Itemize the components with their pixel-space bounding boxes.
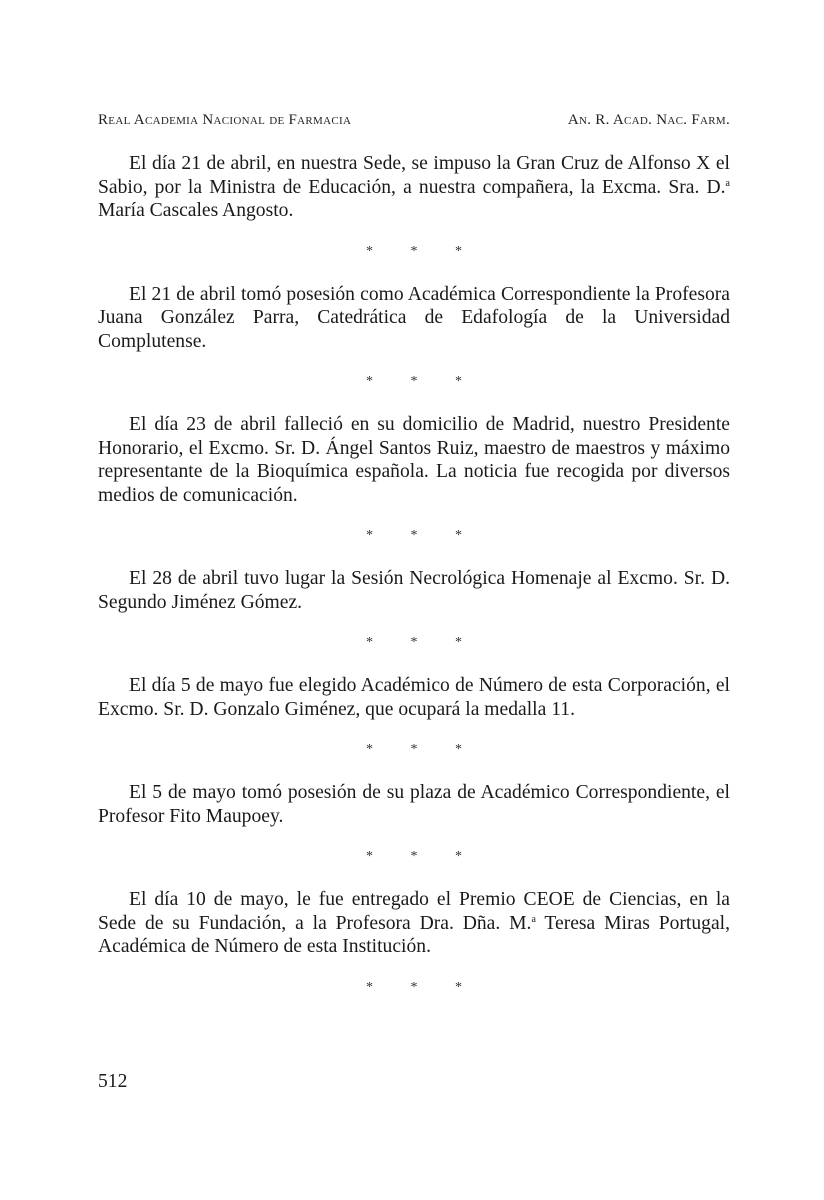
section-separator: * * *	[366, 635, 479, 650]
ordinal-superscript: a	[725, 177, 730, 189]
section-separator: * * *	[366, 243, 479, 259]
news-item	[98, 674, 730, 721]
news-item-text: El día 23 de abril falleció en su domicilio de Madrid, nuestro Presidente Honorario, el Excmo. Sr. D. Ángel Santos Ruiz, maestro de maestros y máximo representante de la Bioquímica española. La noticia fue recogida por diversos medios de comunicación.	[98, 414, 730, 506]
news-item	[98, 781, 730, 828]
news-item-text: El 28 de abril tuvo lugar la Sesión Necrológica Homenaje al Excmo. Sr. D. Segundo Jiménez Gómez.	[98, 568, 730, 613]
news-item	[98, 152, 730, 223]
header-journal-abbreviation: An. R. Acad. Nac. Farm.	[567, 112, 730, 128]
section-separator: * * *	[366, 742, 479, 757]
news-item-text-continued: María Cascales Angosto.	[98, 200, 294, 221]
section-separator: * * *	[366, 528, 479, 543]
news-item	[98, 888, 730, 959]
page-number: 512	[98, 1071, 128, 1092]
ordinal-superscript: a	[531, 913, 536, 925]
news-item-text: El día 10 de mayo, le fue entregado el Premio CEOE de Ciencias, en la Sede de su Fundación, a la Profesora Dra. Dña. M.	[98, 889, 730, 934]
running-header	[98, 112, 730, 129]
section-separator: * * *	[366, 849, 479, 864]
header-journal-institution: Real Academia Nacional de Farmacia	[98, 112, 352, 128]
news-item-text: El día 5 de mayo fue elegido Académico de Número de esta Corporación, el Excmo. Sr. D. Gonzalo Giménez, que ocupará la medalla 11.	[98, 675, 730, 720]
news-item	[98, 413, 730, 507]
section-separator: * * *	[366, 979, 479, 995]
news-body	[98, 152, 730, 1019]
news-item-text-continued: Teresa Miras Portugal, Académica de Número de esta Institución.	[98, 912, 730, 957]
news-item-text: El día 21 de abril, en nuestra Sede, se impuso la Gran Cruz de Alfonso X el Sabio, por la Ministra de Educación, a nuestra compañera, la Excma. Sra. D.	[98, 153, 730, 198]
news-item-text: El 5 de mayo tomó posesión de su plaza de Académico Correspondiente, el Profesor Fito Maupoey.	[98, 782, 730, 827]
news-item	[98, 567, 730, 614]
news-item-text: El 21 de abril tomó posesión como Académica Correspondiente la Profesora Juana González Parra, Catedrática de Edafología de la Universidad Complutense.	[98, 283, 730, 352]
section-separator: * * *	[366, 374, 479, 389]
news-item	[98, 283, 730, 354]
